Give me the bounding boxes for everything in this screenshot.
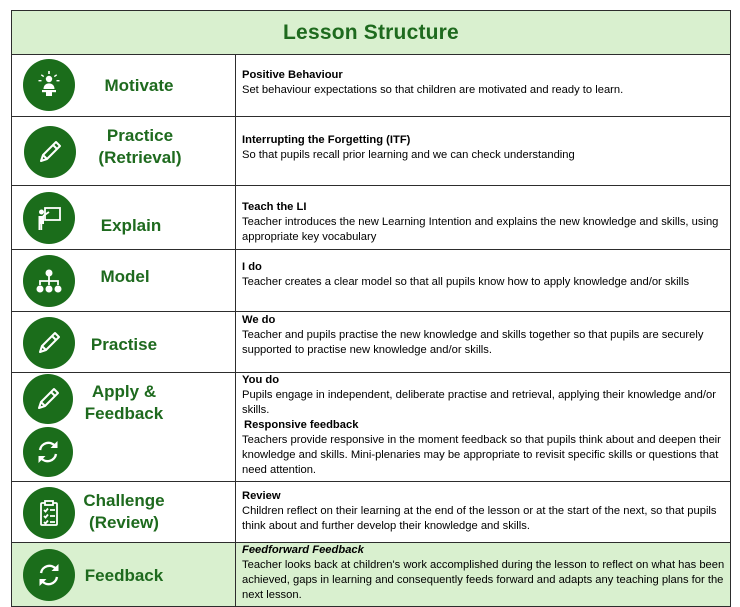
row-apply-feedback [12,373,730,482]
row-label: Practice (Retrieval) [98,126,182,167]
row-practise [12,312,730,373]
row-label: Apply & Feedback [84,382,164,423]
page-title: Lesson Structure [283,20,459,44]
row-heading: Positive Behaviour [242,69,343,81]
row-label: Explain [100,216,162,235]
row-text: So that pupils recall prior learning and we can check understanding [242,149,575,161]
row-heading: You do [242,374,280,386]
row-text-secondary: Teachers provide responsive in the moment feedback so that pupils think about and deepen their knowledge and skills. Mini-plenaries may be appropriate to revisit specific skills or questions that need attention. [242,434,721,476]
row-heading: Review [242,490,281,502]
row-text: Teacher creates a clear model so that all pupils know how to apply knowledge and/or skills [242,276,690,288]
row-motivate [12,55,730,117]
row-heading: Teach the LI [242,201,307,213]
row-label: Practise [90,335,158,354]
title-row [12,11,730,55]
row-heading: Feedforward Feedback [242,544,364,556]
row-text: Children reflect on their learning at the end of the lesson or at the start of the next, so that pupils think about and further develop their knowledge and skills. [242,505,717,532]
row-label: Feedback [84,566,164,585]
pencil-icon [24,126,76,178]
presenter-icon [23,59,75,111]
row-text: Teacher and pupils practise the new knowledge and skills together so that pupils are securely supported to practise new knowledge and/or skills. [242,329,704,356]
row-challenge-review [12,482,730,543]
row-label: Model [100,267,150,286]
lesson-structure-table [11,10,731,607]
row-text: Teacher looks back at children's work accomplished during the lesson to reflect on what has been achieved, gaps in learning and consequently feeds forward and adapts any teaching plans for the next lesson. [242,559,725,601]
row-text: Teacher introduces the new Learning Intention and explains the new knowledge and skills, using appropriate key vocabulary [242,216,719,243]
row-heading: I do [242,261,262,273]
row-text: Pupils engage in independent, deliberate practise and retrieval, applying their knowledge and/or skills. [242,389,716,416]
row-heading: Interrupting the Forgetting (ITF) [242,134,411,146]
row-explain [12,186,730,250]
row-heading: We do [242,314,276,326]
refresh-icon [23,427,73,477]
row-feedback [12,543,730,606]
row-label: Motivate [104,76,174,95]
row-label: Challenge (Review) [83,491,165,532]
row-model [12,250,730,312]
row-practice-retrieval [12,117,730,186]
row-text: Set behaviour expectations so that children are motivated and ready to learn. [242,84,624,96]
row-heading-secondary: Responsive feedback [244,419,359,431]
